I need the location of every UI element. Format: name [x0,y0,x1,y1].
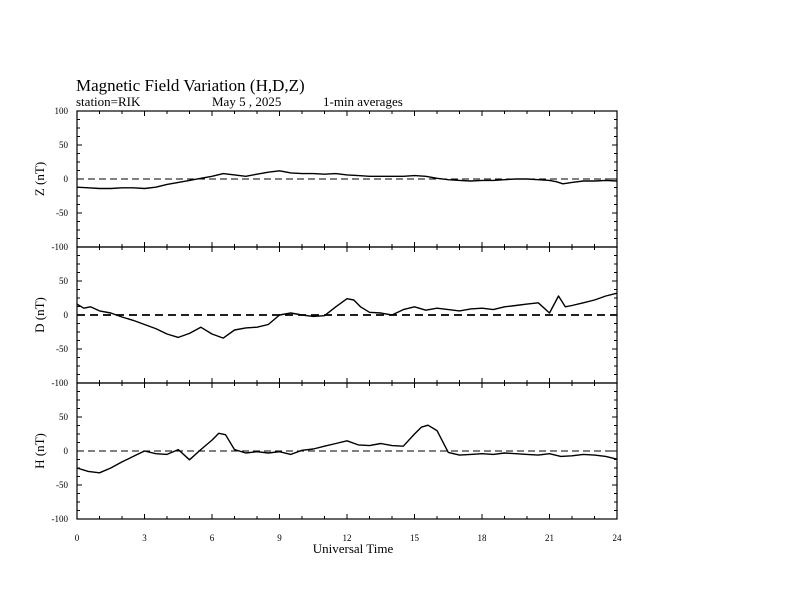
series-line-z [77,171,617,189]
x-tick-label: 0 [74,533,80,543]
x-tick-label: 15 [410,533,419,543]
y-tick-label: -50 [56,344,68,354]
panels-layer [32,106,622,543]
y-tick-label: -50 [56,480,68,490]
x-tick-label: 6 [209,533,215,543]
y-tick-label: 0 [63,310,68,320]
averaging-label: 1-min averages [323,94,403,109]
series-line-h [77,425,617,473]
y-tick-label: 0 [63,174,68,184]
y-tick-label: -100 [51,242,68,252]
panel-h [32,383,617,524]
date-label: May 5 , 2025 [212,94,282,109]
y-tick-label: -100 [51,514,68,524]
chart-title: Magnetic Field Variation (H,D,Z) [76,76,305,95]
y-tick-label: 50 [59,412,68,422]
y-tick-label: 100 [54,106,68,116]
y-axis-label-z: Z (nT) [32,161,47,197]
x-tick-label: 18 [477,533,487,543]
y-tick-label: 0 [63,446,68,456]
x-tick-label: 3 [142,533,147,543]
x-tick-label: 9 [277,533,282,543]
y-tick-label: -50 [56,208,68,218]
panel-d [32,247,617,388]
panel-z [32,106,617,252]
x-tick-label: 24 [612,533,622,543]
y-tick-label: -100 [51,378,68,388]
y-tick-label: 50 [59,276,68,286]
y-axis-label-d: D (nT) [32,297,47,333]
x-axis-label: Universal Time [312,541,394,556]
x-tick-label: 21 [545,533,554,543]
y-axis-label-h: H (nT) [32,433,47,469]
y-tick-label: 50 [59,140,68,150]
station-label: station=RIK [76,94,141,109]
x-tick-label: 12 [342,533,352,543]
